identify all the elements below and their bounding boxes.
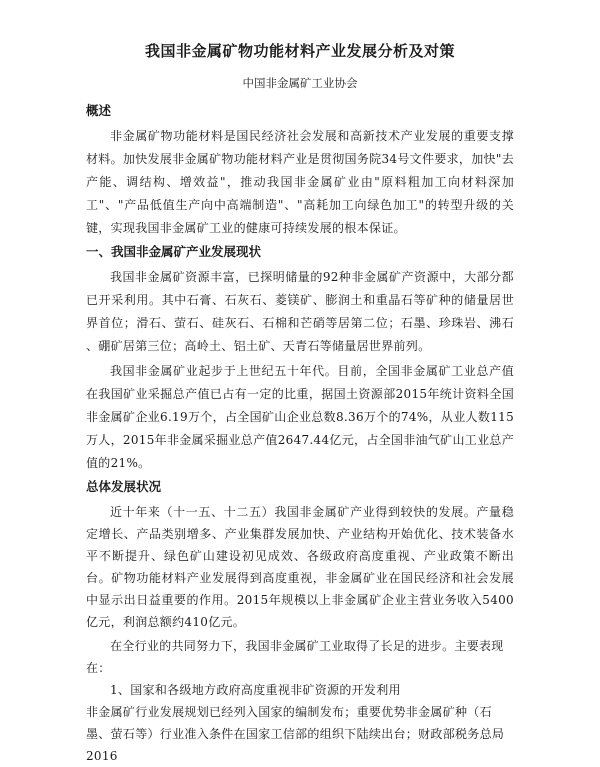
section-heading-current-status: 一、我国非金属矿产业发展现状 bbox=[86, 244, 262, 259]
paragraph-industry-output: 我国非金属矿业起步于上世纪五十年代。目前，全国非金属矿工业总产值在我国矿业采掘总产值已占有一定的比重，据国土资源部2015年统计资料全国非金属矿企业6.19万个，占全国矿山企业总数8.36万个的74%，从业人数115万人，2015年非金属采掘业总产值2647.44亿元，占全国非油气矿山工业总产值的21%。 bbox=[86, 364, 514, 470]
paragraph-development: 近十年来（十一五、十二五）我国非金属矿产业得到较快的发展。产量稳定增长、产品类别增多、产业集群发展加快、产业结构开始优化、技术装备水平不断提升、绿色矿山建设初见成效、各级政府高度重视、产业政策不断出台。矿物功能材料产业发展得到高度重视，非金属矿业在国民经济和社会发展中显示出日益重要的作用。2015年规模以上非金属矿企业主营业务收入5400亿元，利润总额约410亿元。 bbox=[86, 505, 514, 629]
paragraph-policy: 非金属矿行业发展规划已经列入国家的编制发布；重要优势非金属矿种（石墨、萤石等）行业准入条件在国家工信部的组织下陆续出台；财政部税务总局 2016 bbox=[86, 705, 505, 763]
document-title: 我国非金属矿物功能材料产业发展分析及对策 bbox=[144, 42, 455, 60]
section-heading-overview: 概述 bbox=[86, 103, 112, 118]
document-author: 中国非金属矿工业协会 bbox=[242, 76, 358, 90]
paragraph-achievements: 在全行业的共同努力下，我国非金属矿工业取得了长足的进步。主要表现在： bbox=[86, 639, 504, 675]
paragraph-overview: 非金属矿物功能材料是国民经济社会发展和高新技术产业发展的重要支撑材料。加快发展非金属矿物功能材料产业是贯彻国务院34号文件要求，加快"去产能、调结构、增效益"，推动我国非金属矿业由"原料粗加工向材料深加工"、"产品低值生产向中高端制造"、"高耗加工向绿色加工"的转型升级的关键，实现我国非金属矿工业的健康可持续发展的根本保证。 bbox=[86, 129, 514, 235]
section-heading-overall-status: 总体发展状况 bbox=[86, 479, 162, 494]
list-item-heading-1: 1、国家和各级地方政府高度重视非矿资源的开发利用 bbox=[110, 683, 401, 697]
paragraph-resources: 我国非金属矿资源丰富，已探明储量的92种非金属矿产资源中，大部分都已开采利用。其中石膏、石灰石、菱镁矿、膨润土和重晶石等矿种的储量居世界首位；滑石、萤石、硅灰石、石棉和芒硝等居第二位；石墨、珍珠岩、沸石 、硼矿居第三位；高岭土、铝土矿、天青石等储量居世界前列。 bbox=[86, 270, 514, 353]
